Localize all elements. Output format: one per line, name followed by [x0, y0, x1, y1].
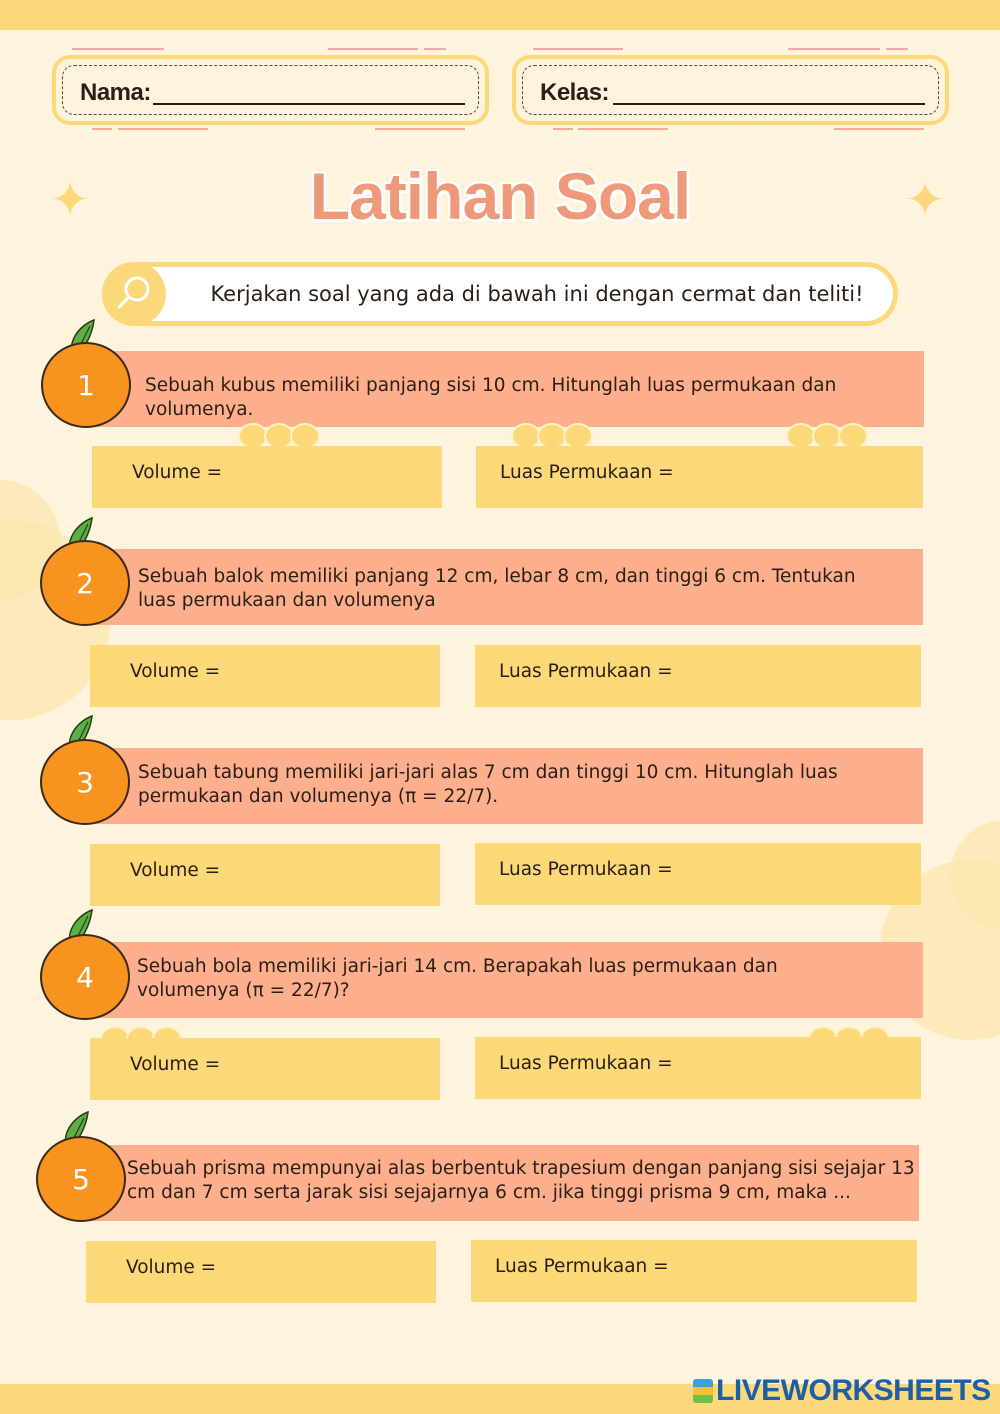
decorative-line: [375, 128, 465, 130]
surface-area-label-2: Luas Permukaan =: [499, 661, 673, 682]
decorative-line: [834, 128, 924, 130]
surface-area-label-1: Luas Permukaan =: [500, 462, 674, 483]
name-label: Nama:: [80, 79, 151, 106]
question-number-2: 2: [76, 567, 94, 600]
name-input-line[interactable]: [153, 103, 465, 105]
orange-number-badge-1: [41, 342, 131, 428]
question-text-4: Sebuah bola memiliki jari-jari 14 cm. Berapakah luas permukaan dan volumenya (π = 22/7)?: [137, 956, 778, 1001]
surface-area-answer-box-3[interactable]: [475, 843, 921, 905]
top-border-bar: [0, 0, 1000, 30]
decorative-line: [118, 128, 208, 130]
decorative-line: [92, 128, 112, 130]
brand-logo[interactable]: [693, 1374, 991, 1408]
surface-area-label-4: Luas Permukaan =: [499, 1053, 673, 1074]
volume-answer-box-1[interactable]: [92, 446, 442, 508]
liveworksheets-logo-icon: [693, 1379, 713, 1403]
brand-name: LIVEWORKSHEETS: [716, 1374, 991, 1407]
volume-label-5: Volume =: [126, 1257, 217, 1278]
surface-area-answer-box-2[interactable]: [475, 645, 921, 707]
instruction-text: Kerjakan soal yang ada di bawah ini dengan cermat dan teliti!: [210, 282, 864, 306]
decorative-line: [553, 128, 573, 130]
decorative-line: [788, 48, 880, 50]
volume-answer-box-2[interactable]: [90, 645, 440, 707]
decorative-line: [886, 48, 908, 50]
surface-area-answer-box-5[interactable]: [471, 1240, 917, 1302]
question-number-1: 1: [77, 369, 95, 402]
question-text-1: Sebuah kubus memiliki panjang sisi 10 cm. Hitunglah luas permukaan dan volumenya.: [145, 375, 837, 420]
orange-number-badge-2: [40, 540, 130, 626]
volume-answer-box-4[interactable]: [90, 1038, 440, 1100]
surface-area-label-5: Luas Permukaan =: [495, 1256, 669, 1277]
page-title: Latihan Soal: [309, 159, 691, 233]
class-label: Kelas:: [540, 79, 610, 106]
surface-area-answer-box-1[interactable]: [476, 446, 923, 508]
surface-area-label-3: Luas Permukaan =: [499, 859, 673, 880]
question-text-3: Sebuah tabung memiliki jari-jari alas 7 cm dan tinggi 10 cm. Hitunglah luas permukaan dan volumenya (π = 22/7).: [138, 762, 838, 807]
decorative-line: [328, 48, 418, 50]
name-field-box: [52, 55, 489, 125]
orange-number-badge-3: [40, 739, 130, 825]
volume-label-4: Volume =: [130, 1054, 221, 1075]
question-number-5: 5: [72, 1163, 90, 1196]
decorative-line: [72, 48, 164, 50]
volume-answer-box-3[interactable]: [90, 844, 440, 906]
question-text-2: Sebuah balok memiliki panjang 12 cm, lebar 8 cm, dan tinggi 6 cm. Tentukan luas permukaan dan volumenya: [138, 566, 856, 611]
volume-answer-box-5[interactable]: [86, 1241, 436, 1303]
decorative-line: [424, 48, 446, 50]
class-input-line[interactable]: [613, 103, 925, 105]
decorative-line: [578, 128, 668, 130]
instruction-bar: [102, 262, 898, 326]
sparkle-icon-right: ✦: [905, 172, 946, 228]
decorative-line: [533, 48, 623, 50]
question-number-4: 4: [76, 961, 94, 994]
sparkle-icon-left: ✦: [50, 172, 91, 228]
question-text-5: Sebuah prisma mempunyai alas berbentuk trapesium dengan panjang sisi sejajar 13 cm dan 7 cm serta jarak sisi sejajarnya 6 cm. jika tinggi prisma 9 cm, maka ...: [127, 1158, 915, 1203]
volume-label-1: Volume =: [132, 462, 223, 483]
orange-number-badge-4: [40, 934, 130, 1020]
volume-label-3: Volume =: [130, 860, 221, 881]
volume-label-2: Volume =: [130, 661, 221, 682]
orange-number-badge-5: [36, 1136, 126, 1222]
class-field-box: [512, 55, 949, 125]
question-number-3: 3: [76, 766, 94, 799]
surface-area-answer-box-4[interactable]: [475, 1037, 921, 1099]
search-icon: [102, 262, 166, 326]
